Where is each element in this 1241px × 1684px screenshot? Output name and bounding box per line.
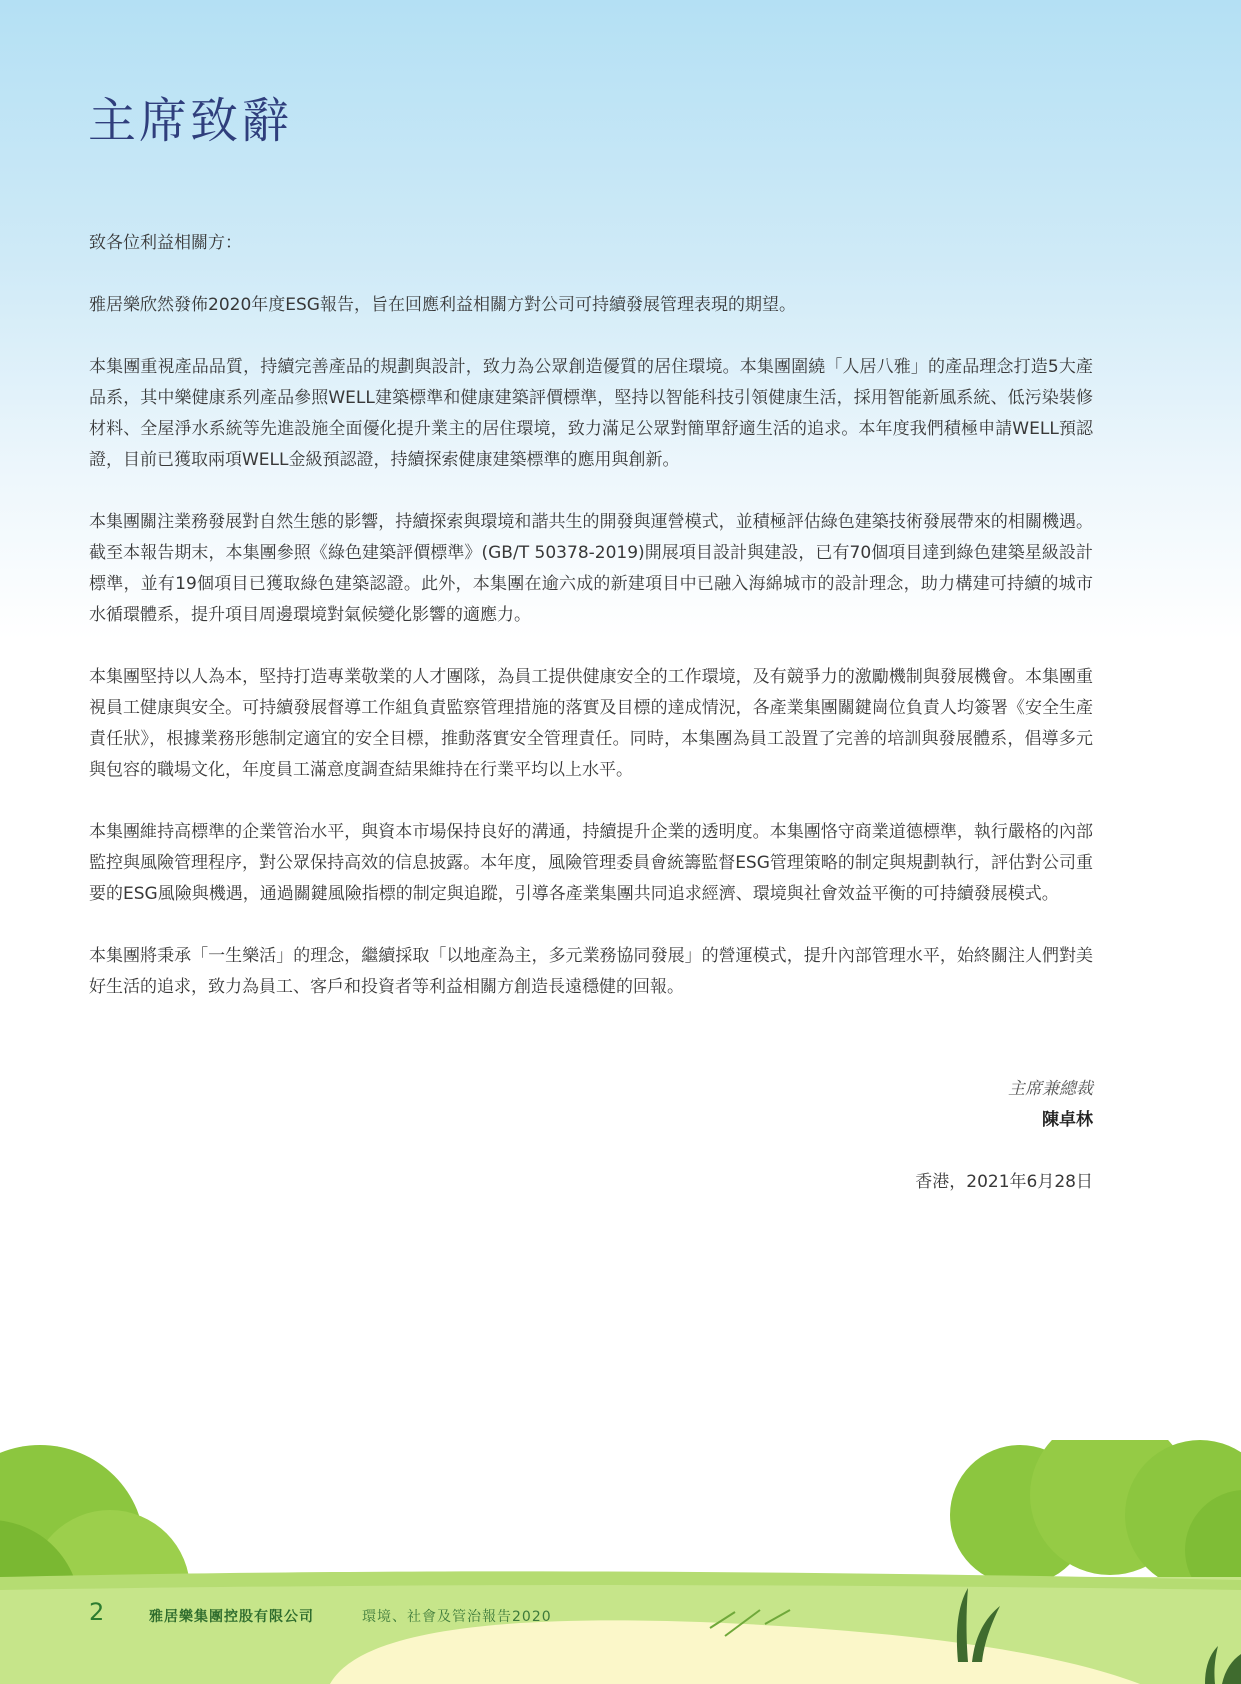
paragraph-outlook: 本集團將秉承「一生樂活」的理念，繼續採取「以地產為主，多元業務協同發展」的營運模式，提升內部管理水平，始終關注人們對美好生活的追求，致力為員工、客戶和投資者等利益相關方創造長遠穩健的回報。 [89,946,1093,997]
paragraph-governance: 本集團維持高標準的企業管治水平，與資本市場保持良好的溝通，持續提升企業的透明度。本集團恪守商業道德標準，執行嚴格的內部監控與風險管理程序，對公眾保持高效的信息披露。本年度，風險管理委員會統籌監督ESG管理策略的制定與規劃執行，評估對公司重要的ESG風險與機遇，通過關鍵風險指標的制定與追蹤，引導各產業集團共同追求經濟、環境與社會效益平衡的可持續發展模式。 [89,822,1093,904]
signatory-name: 陳卓林 [1042,1110,1093,1130]
signatory-title: 主席兼總裁 [1008,1079,1093,1099]
report-name: 環境、社會及管治報告2020 [362,1609,552,1625]
paragraph-product-quality: 本集團重視產品品質，持續完善產品的規劃與設計，致力為公眾創造優質的居住環境。本集團圍繞「人居八雅」的產品理念打造5大產品系，其中樂健康系列產品參照WELL建築標準和健康建築評價標準，堅持以智能科技引領健康生活，採用智能新風系統、低污染裝修材料、全屋淨水系統等先進設施全面優化提升業主的居住環境，致力滿足公眾對簡單舒適生活的追求。本年度我們積極申請WELL預認證，目前已獲取兩項WELL金級預認證，持續探索健康建築標準的應用與創新。 [89,357,1093,470]
page-footer [0,1598,1241,1638]
paragraph-green-building: 本集團關注業務發展對自然生態的影響，持續探索與環境和諧共生的開發與運營模式，並積極評估綠色建築技術發展帶來的相關機遇。截至本報告期末，本集團參照《綠色建築評價標準》(GB/T 50378-2019)開展項目設計與建設，已有70個項目達到綠色建築星級設計標準，並有19個項目已獲取綠色建築認證。此外，本集團在逾六成的新建項目中已融入海綿城市的設計理念，助力構建可持續的城市水循環體系，提升項目周邊環境對氣候變化影響的適應力。 [89,512,1093,625]
place-date: 香港，2021年6月28日 [915,1172,1093,1192]
company-name: 雅居樂集團控股有限公司 [149,1609,314,1625]
page-title: 主席致辭 [88,93,293,149]
landscape-illustration [0,1440,1241,1684]
letter-body [89,228,1093,1034]
page-number: 2 [89,1598,105,1626]
paragraph-people: 本集團堅持以人為本，堅持打造專業敬業的人才團隊，為員工提供健康安全的工作環境，及有競爭力的激勵機制與發展機會。本集團重視員工健康與安全。可持續發展督導工作組負責監察管理措施的落實及目標的達成情況，各產業集團關鍵崗位負責人均簽署《安全生產責任狀》，根據業務形態制定適宜的安全目標，推動落實安全管理責任。同時，本集團為員工設置了完善的培訓與發展體系，倡導多元與包容的職場文化，年度員工滿意度調查結果維持在行業平均以上水平。 [89,667,1093,780]
paragraph-intro: 雅居樂欣然發佈2020年度ESG報告，旨在回應利益相關方對公司可持續發展管理表現的期望。 [89,295,796,315]
signature-block [915,1074,1093,1198]
greeting: 致各位利益相關方： [89,233,242,253]
